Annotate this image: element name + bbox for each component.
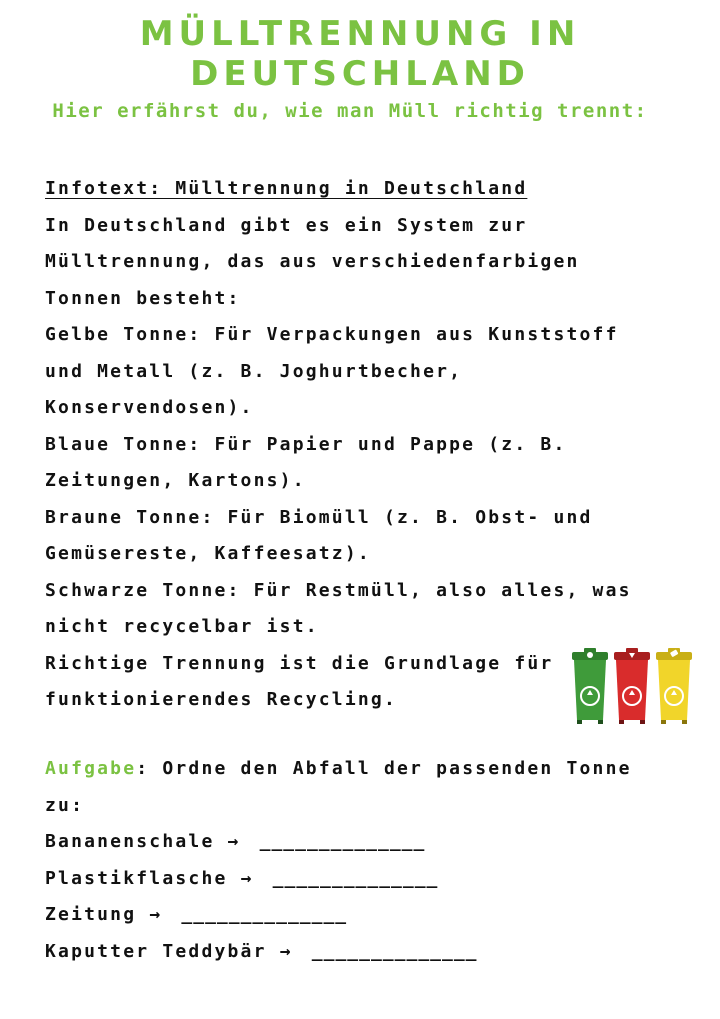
info-line: In Deutschland gibt es ein System zur: [45, 214, 528, 236]
info-line: Richtige Trennung ist die Grundlage für: [45, 652, 554, 674]
red-bin-icon: [614, 648, 650, 724]
task-instruction-text: : Ordne den Abfall der passenden Tonne: [136, 758, 632, 779]
green-bin-icon: [572, 648, 608, 724]
answer-blank[interactable]: ______________: [259, 831, 426, 852]
arrow-icon: →: [279, 940, 293, 962]
info-line: Tonnen besteht:: [45, 287, 241, 309]
answer-row: [45, 897, 655, 934]
answer-row: [45, 861, 655, 898]
answer-row: [45, 934, 655, 971]
info-line: und Metall (z. B. Joghurtbecher,: [45, 360, 463, 382]
answer-blank[interactable]: ______________: [311, 940, 478, 962]
info-heading: Infotext: Mülltrennung in Deutschland: [45, 178, 528, 199]
arrow-icon: →: [227, 831, 241, 852]
info-line: Gelbe Tonne: Für Verpackungen aus Kunststoff: [45, 324, 619, 345]
arrow-icon: →: [149, 904, 163, 925]
info-line: Zeitungen, Kartons).: [45, 470, 306, 491]
answer-blank[interactable]: ______________: [272, 867, 439, 889]
info-text-section: [45, 171, 645, 719]
info-line: nicht recycelbar ist.: [45, 616, 319, 637]
page-subtitle: Hier erfährst du, wie man Müll richtig trennt:: [52, 100, 648, 122]
page-title: MÜLLTRENNUNG IN DEUTSCHLAND: [139, 14, 581, 94]
info-line: Gemüsereste, Kaffeesatz).: [45, 543, 371, 564]
answer-blank[interactable]: ______________: [181, 904, 348, 925]
info-line: funktionierendes Recycling.: [45, 689, 397, 710]
info-line: Braune Tonne: Für Biomüll (z. B. Obst- und: [45, 506, 593, 528]
info-line: Konservendosen).: [45, 397, 254, 418]
answer-item: Kaputter Teddybär: [45, 940, 267, 962]
yellow-bin-icon: [656, 648, 692, 724]
task-section: [45, 751, 655, 970]
info-line: Mülltrennung, das aus verschiedenfarbigen: [45, 251, 580, 272]
info-line: Blaue Tonne: Für Papier und Pappe (z. B.: [45, 433, 567, 455]
recycling-bins-icon: [570, 646, 696, 726]
arrow-icon: →: [240, 867, 254, 889]
info-line: Schwarze Tonne: Für Restmüll, also alles, was: [45, 579, 632, 601]
task-instruction: [45, 751, 655, 788]
task-label: Aufgabe: [45, 758, 137, 779]
task-instruction-continued: zu:: [45, 794, 85, 816]
answer-item: Bananenschale: [45, 831, 215, 852]
answer-item: Plastikflasche: [45, 867, 228, 889]
answer-row: [45, 824, 655, 861]
answer-item: Zeitung: [45, 904, 137, 925]
